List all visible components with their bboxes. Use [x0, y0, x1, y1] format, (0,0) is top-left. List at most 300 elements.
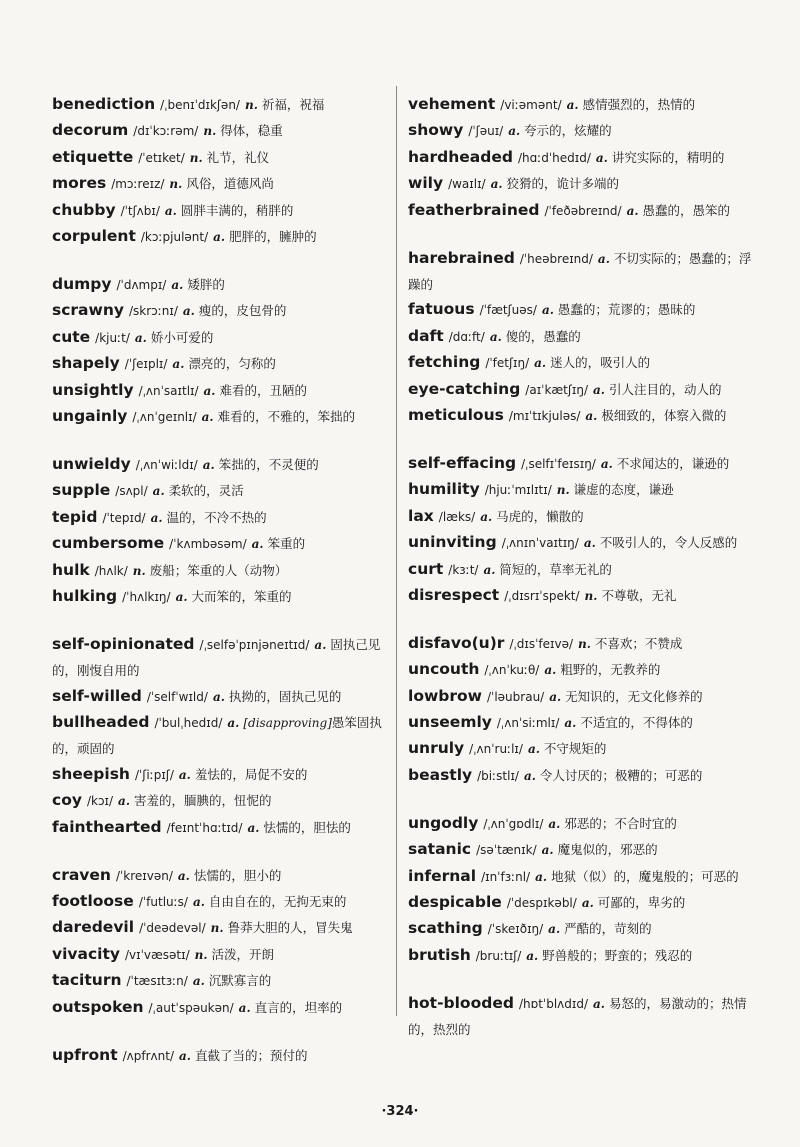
part-of-speech: a. — [201, 409, 214, 424]
part-of-speech: a. — [164, 203, 177, 218]
vocab-entry — [52, 118, 387, 144]
headword: corpulent — [52, 227, 136, 246]
headword: ungainly — [52, 406, 128, 425]
headword: taciturn — [52, 971, 122, 990]
part-of-speech: n. — [210, 921, 224, 936]
headword: harebrained — [408, 248, 515, 267]
headword: fetching — [408, 353, 481, 372]
phonetic: /dɑːft/ — [448, 329, 485, 344]
headword: sheepish — [52, 764, 130, 783]
phonetic: /hjuːˈmɪlɪtɪ/ — [484, 483, 552, 498]
vocab-entry — [408, 198, 753, 224]
vocab-entry — [408, 477, 753, 503]
definition: 羞怯的，局促不安的 — [194, 766, 308, 782]
part-of-speech: a. — [172, 357, 185, 372]
part-of-speech: a. — [489, 329, 502, 344]
phonetic: /ˌbenɪˈdɪkʃən/ — [160, 98, 240, 112]
part-of-speech: a. — [626, 203, 639, 218]
part-of-speech: a. — [134, 330, 147, 345]
part-of-speech: a. — [585, 408, 598, 423]
vocab-entry — [52, 171, 387, 197]
part-of-speech: a. — [600, 456, 613, 471]
headword: self-effacing — [408, 453, 517, 472]
phonetic: /ˈkreɪvən/ — [115, 868, 173, 883]
vocab-entry — [408, 864, 753, 890]
definition: 活泼，开朗 — [211, 946, 275, 962]
part-of-speech: a. — [527, 742, 540, 757]
phonetic: /kɜːt/ — [448, 562, 479, 577]
definition: 马虎的，懒散的 — [496, 508, 584, 524]
vocab-entry — [52, 942, 387, 968]
definition: 简短的，草率无礼的 — [499, 561, 612, 577]
part-of-speech: a. — [227, 716, 240, 731]
headword: upfront — [52, 1045, 118, 1064]
vocab-entry — [52, 92, 387, 118]
headword: hardheaded — [408, 147, 513, 166]
headword: brutish — [408, 945, 471, 964]
headword: benediction — [52, 95, 156, 113]
definition: 固执己见的，刚愎自用的 — [52, 636, 381, 679]
group-gap — [408, 429, 753, 451]
part-of-speech: a. — [544, 663, 557, 678]
headword: unwieldy — [52, 454, 131, 473]
part-of-speech: a. — [597, 251, 610, 266]
part-of-speech: a. — [581, 895, 594, 910]
part-of-speech: a. — [203, 383, 216, 398]
part-of-speech: a. — [508, 124, 521, 139]
phonetic: /ˌʌnˈsiːmlɪ/ — [496, 716, 560, 731]
vocab-entry — [52, 863, 387, 889]
phonetic: /ˈkʌmbəsəm/ — [169, 537, 247, 552]
vocab-entry — [408, 991, 753, 1043]
group-gap — [408, 969, 753, 991]
group-gap — [408, 609, 753, 631]
page-number: ·324· — [381, 1104, 419, 1119]
definition: 大而笨的，笨重的 — [191, 588, 292, 604]
part-of-speech: n. — [132, 563, 146, 578]
headword: lowbrow — [408, 686, 482, 705]
group-gap — [52, 250, 387, 272]
left-column — [52, 92, 387, 1069]
part-of-speech: n. — [244, 98, 258, 112]
vocab-entry — [52, 198, 387, 224]
part-of-speech: n. — [189, 150, 203, 165]
phonetic: /ˈʃeɪplɪ/ — [124, 357, 168, 372]
vocab-entry — [408, 631, 753, 657]
vocab-entry — [408, 710, 753, 736]
definition: 温的，不冷不热的 — [166, 509, 267, 525]
part-of-speech: a. — [564, 716, 577, 731]
definition: 严酷的，苛刻的 — [564, 921, 652, 937]
part-of-speech: a. — [541, 303, 554, 318]
part-of-speech: a. — [192, 974, 205, 989]
vocab-entry — [408, 811, 753, 837]
phonetic: /ˌʌnˈkuːθ/ — [484, 663, 540, 678]
definition: 愚蠢的，愚笨的 — [642, 202, 731, 218]
definition: 极细致的，体察入微的 — [601, 407, 727, 423]
headword: shapely — [52, 354, 120, 373]
phonetic: /səˈtænɪk/ — [476, 843, 537, 858]
group-gap — [52, 1021, 387, 1043]
headword: vivacity — [52, 944, 120, 963]
vocab-entry — [52, 558, 387, 584]
headword: scathing — [408, 919, 483, 938]
vocab-entry — [52, 325, 387, 351]
definition: 愚蠢的；荒谬的；愚昧的 — [557, 302, 696, 318]
definition: 笨拙的，不灵便的 — [218, 456, 319, 472]
headword: hulk — [52, 560, 90, 579]
part-of-speech: a. — [178, 767, 191, 782]
definition: 讲究实际的，精明的 — [611, 149, 725, 165]
headword: hulking — [52, 586, 118, 605]
vocab-entry — [52, 505, 387, 531]
definition: 不切实际的；愚蠢的；浮躁的 — [408, 250, 752, 292]
headword: dumpy — [52, 274, 112, 293]
headword: unsightly — [52, 380, 134, 399]
phonetic: /ˈləubrau/ — [487, 689, 545, 704]
part-of-speech: n. — [203, 124, 217, 139]
vocab-entry — [408, 557, 753, 583]
phonetic: /bruːtɪʃ/ — [475, 948, 522, 963]
definition: 笨重的 — [267, 536, 306, 552]
vocab-entry — [52, 710, 387, 762]
phonetic: /hʌlk/ — [94, 563, 128, 578]
headword: lax — [408, 506, 434, 525]
definition: 直言的，坦率的 — [254, 999, 343, 1015]
vocab-entry — [52, 145, 387, 171]
definition: 难看的，丑陋的 — [219, 382, 307, 398]
part-of-speech: n. — [194, 947, 208, 962]
phonetic: /feɪntˈhɑːtɪd/ — [166, 820, 243, 835]
vocab-entry — [52, 298, 387, 324]
definition: 狡猾的，诡计多端的 — [506, 176, 620, 192]
vocab-entry — [52, 531, 387, 557]
vocab-entry — [408, 171, 753, 197]
part-of-speech: a. — [314, 637, 327, 652]
vocab-entry — [408, 377, 753, 403]
headword: uncouth — [408, 660, 480, 679]
definition: 肥胖的，臃肿的 — [229, 229, 317, 245]
phonetic: /biːstlɪ/ — [477, 768, 519, 783]
definition: 不吸引人的，令人反感的 — [599, 535, 738, 551]
vocab-entry — [408, 403, 753, 429]
phonetic: /viːəmənt/ — [500, 98, 562, 112]
headword: ungodly — [408, 813, 479, 832]
vocab-entry — [408, 451, 753, 477]
definition: 沉默寡言的 — [208, 973, 272, 989]
phonetic: /kjuːt/ — [95, 330, 130, 345]
vocab-entry — [408, 916, 753, 942]
headword: meticulous — [408, 405, 504, 424]
phonetic: /ˈtepɪd/ — [102, 510, 146, 525]
headword: despicable — [408, 892, 502, 911]
vocab-entry — [408, 530, 753, 556]
vocab-entry — [408, 736, 753, 762]
vocab-entry — [52, 224, 387, 250]
phonetic: /ˈfeðəbreɪnd/ — [544, 203, 622, 218]
part-of-speech: a. — [213, 230, 226, 245]
definition: 感情强烈的，热情的 — [582, 97, 696, 112]
part-of-speech: a. — [202, 457, 215, 472]
headword: mores — [52, 174, 107, 193]
vocab-entry — [52, 272, 387, 298]
phonetic: /ˈfætʃuəs/ — [479, 303, 537, 318]
phonetic: /ʌpfrʌnt/ — [122, 1048, 174, 1063]
vocab-entry — [408, 92, 753, 118]
phonetic: /ˈtʃʌbɪ/ — [120, 203, 160, 218]
vocab-entry — [52, 788, 387, 814]
vocab-entry — [408, 246, 753, 298]
definition: 可鄙的，卑劣的 — [597, 894, 686, 910]
vocab-entry — [52, 915, 387, 941]
vocab-entry — [52, 378, 387, 404]
phonetic: /kɔɪ/ — [86, 794, 114, 809]
part-of-speech: a. — [583, 536, 596, 551]
definition: 地狱（似）的，魔鬼般的；可恶的 — [551, 868, 739, 884]
headword: unseemly — [408, 713, 492, 732]
group-gap — [408, 789, 753, 811]
vocab-entry — [52, 815, 387, 841]
part-of-speech: a. — [152, 484, 165, 499]
phonetic: /ˌʌnˈsaɪtlɪ/ — [138, 383, 199, 398]
definition: 难看的，不雅的，笨拙的 — [217, 408, 356, 424]
part-of-speech: a. — [490, 177, 503, 192]
part-of-speech: a. — [247, 820, 260, 835]
group-gap — [52, 841, 387, 863]
phonetic: /kɔːpjulənt/ — [140, 230, 209, 245]
definition: 圆胖丰满的，稍胖的 — [180, 202, 294, 218]
group-gap — [408, 224, 753, 246]
definition: 柔软的，灵活 — [168, 483, 244, 499]
part-of-speech: a. — [593, 382, 605, 397]
headword: outspoken — [52, 997, 144, 1016]
phonetic: /skrɔːnɪ/ — [128, 304, 178, 319]
headword: etiquette — [52, 147, 134, 166]
phonetic: /ˈheəbreɪnd/ — [519, 251, 593, 266]
vocab-entry — [408, 297, 753, 323]
vocab-entry — [52, 968, 387, 994]
headword: self-opinionated — [52, 634, 195, 653]
phonetic: /ˈtæsɪtɜːn/ — [126, 974, 188, 989]
definition: 令人讨厌的；极糟的；可恶的 — [539, 767, 703, 783]
phonetic: /ɪnˈfɜːnl/ — [481, 869, 531, 884]
part-of-speech: n. — [169, 177, 183, 192]
headword: decorum — [52, 121, 129, 140]
vocab-entry — [408, 684, 753, 710]
part-of-speech: a. — [541, 843, 554, 858]
headword: uninviting — [408, 533, 497, 552]
definition: 易怒的，易激动的；热情的，热烈的 — [408, 995, 747, 1038]
headword: scrawny — [52, 301, 124, 320]
part-of-speech: a. — [526, 948, 539, 963]
definition: 直截了当的；预付的 — [194, 1047, 308, 1063]
headword: craven — [52, 865, 111, 884]
headword: disfavo(u)r — [408, 633, 505, 652]
headword: coy — [52, 791, 82, 810]
phonetic: /ˈetɪket/ — [138, 150, 185, 165]
vocab-entry — [52, 632, 387, 684]
group-gap — [52, 430, 387, 452]
vocab-entry — [52, 995, 387, 1021]
part-of-speech: a. — [192, 894, 205, 909]
vocab-entry — [408, 324, 753, 350]
phonetic: /læks/ — [438, 509, 476, 524]
phonetic: /ˈhʌlkɪŋ/ — [122, 589, 171, 604]
part-of-speech: a. — [177, 868, 190, 883]
definition: 祈福，祝福 — [261, 97, 325, 112]
definition: 怯懦的，胆怯的 — [263, 819, 351, 835]
phonetic: /ˌdɪsˈfeɪvə/ — [509, 636, 573, 651]
definition: 害羞的，腼腆的，忸怩的 — [134, 793, 272, 809]
headword: infernal — [408, 866, 477, 885]
phonetic: /ˈselfˈwɪld/ — [146, 689, 208, 704]
vocab-entry — [52, 1043, 387, 1069]
definition: 风俗，道德风尚 — [186, 176, 274, 192]
definition: 鲁莽大胆的人，冒失鬼 — [227, 920, 353, 936]
phonetic: /ˌʌnˈgɒdlɪ/ — [483, 816, 544, 831]
phonetic: /hɑːdˈhedɪd/ — [517, 150, 591, 165]
definition: 不喜欢；不赞成 — [594, 635, 683, 651]
definition: 无知识的，无文化修养的 — [565, 688, 703, 704]
headword: eye-catching — [408, 379, 521, 398]
phonetic: /aɪˈkætʃɪŋ/ — [525, 382, 589, 397]
vocab-entry — [408, 837, 753, 863]
part-of-speech: a. — [212, 689, 225, 704]
part-of-speech: a. — [593, 996, 605, 1011]
phonetic: /ˌʌnɪnˈvaɪtɪŋ/ — [501, 536, 579, 551]
part-of-speech: a. — [548, 922, 561, 937]
part-of-speech: a. — [251, 537, 264, 552]
part-of-speech: a. — [483, 562, 496, 577]
part-of-speech: n. — [584, 588, 598, 603]
definition: 愚笨固执的，顽固的 — [52, 715, 382, 757]
phonetic: /ˌselfəˈpɪnjəneɪtɪd/ — [199, 637, 310, 652]
vocab-entry — [52, 478, 387, 504]
phonetic: /dɪˈkɔːrəm/ — [133, 124, 199, 139]
vocab-entry — [408, 890, 753, 916]
part-of-speech: a. — [523, 768, 536, 783]
definition: 瘦的，皮包骨的 — [198, 303, 287, 319]
headword: hot-blooded — [408, 993, 514, 1012]
part-of-speech: a. — [238, 1000, 251, 1015]
phonetic: /ˈʃəuɪ/ — [468, 124, 504, 139]
definition: 礼节，礼仪 — [206, 149, 270, 165]
phonetic: /waɪlɪ/ — [448, 177, 486, 192]
headword: self-willed — [52, 686, 142, 705]
part-of-speech: a. — [566, 98, 579, 112]
part-of-speech: a. — [171, 277, 184, 292]
vocab-entry — [408, 763, 753, 789]
phonetic: /ˈfutluːs/ — [138, 894, 188, 909]
headword: disrespect — [408, 585, 500, 604]
definition: 粗野的，无教养的 — [560, 662, 661, 678]
phonetic: /ˌselfɪˈfeɪsɪŋ/ — [521, 456, 596, 471]
vocab-entry — [408, 583, 753, 609]
headword: beastly — [408, 765, 473, 784]
part-of-speech: a. — [595, 150, 608, 165]
vocab-entry — [52, 684, 387, 710]
headword: daft — [408, 326, 444, 345]
vocab-entry — [52, 762, 387, 788]
definition: 废船；笨重的人（动物） — [149, 562, 288, 578]
definition: 不求闻达的，谦逊的 — [616, 455, 730, 471]
headword: bullheaded — [52, 713, 150, 732]
phonetic: /ˌʌnˈwiːldɪ/ — [135, 457, 198, 472]
group-gap — [52, 610, 387, 632]
phonetic: /hɒtˈblʌdɪd/ — [518, 996, 588, 1011]
definition: 娇小可爱的 — [150, 329, 214, 345]
part-of-speech: a. — [535, 869, 548, 884]
vocab-entry — [408, 118, 753, 144]
vocab-entry — [408, 350, 753, 376]
headword: wily — [408, 174, 444, 193]
definition: 迷人的，吸引人的 — [550, 355, 651, 371]
definition: 自由自在的，无拘无束的 — [208, 893, 347, 909]
vocab-entry — [408, 657, 753, 683]
definition: 矮胖的 — [187, 276, 225, 292]
usage-label: [disapproving] — [243, 716, 332, 731]
part-of-speech: a. — [175, 589, 188, 604]
right-column — [408, 92, 753, 1043]
phonetic: /ˈdespɪkəbl/ — [506, 895, 577, 910]
headword: humility — [408, 480, 480, 499]
phonetic: /ˌdɪsrɪˈspekt/ — [504, 588, 580, 603]
part-of-speech: a. — [534, 356, 547, 371]
part-of-speech: a. — [182, 304, 195, 319]
definition: 得体，稳重 — [220, 123, 283, 139]
phonetic: /ˌʌnˈruːlɪ/ — [469, 742, 523, 757]
phonetic: /vɪˈvæsətɪ/ — [125, 947, 190, 962]
part-of-speech: a. — [549, 689, 562, 704]
definition: 谦虚的态度，谦逊 — [573, 482, 674, 498]
definition: 引人注目的，动人的 — [608, 381, 722, 397]
phonetic: /ˈbulˌhedɪd/ — [154, 716, 223, 731]
phonetic: /ˈfetʃɪŋ/ — [485, 356, 530, 371]
definition: 夸示的，炫耀的 — [524, 123, 612, 139]
phonetic: /ˌʌnˈgeɪnlɪ/ — [132, 409, 197, 424]
headword: tepid — [52, 507, 98, 526]
headword: unruly — [408, 739, 465, 758]
definition: 傻的，愚蠢的 — [505, 328, 581, 344]
vocab-entry — [52, 452, 387, 478]
phonetic: /mɔːreɪz/ — [111, 177, 165, 192]
part-of-speech: a. — [548, 816, 561, 831]
definition: 不守规矩的 — [543, 741, 607, 757]
part-of-speech: n. — [578, 636, 591, 651]
headword: vehement — [408, 95, 496, 113]
definition: 怯懦的，胆小的 — [193, 867, 282, 883]
definition: 执拗的，固执己见的 — [228, 688, 342, 704]
definition: 魔鬼似的，邪恶的 — [557, 842, 658, 858]
definition: 邪恶的；不合时宜的 — [564, 815, 677, 831]
headword: chubby — [52, 200, 116, 219]
definition: 野兽般的；野蛮的；残忍的 — [542, 947, 693, 963]
column-divider — [396, 86, 397, 1016]
part-of-speech: n. — [556, 483, 570, 498]
definition: 不适宜的，不得体的 — [580, 715, 693, 731]
vocab-entry — [52, 404, 387, 430]
headword: featherbrained — [408, 200, 540, 219]
phonetic: /ˈʃiːpɪʃ/ — [134, 767, 174, 782]
vocab-entry — [52, 584, 387, 610]
part-of-speech: a. — [179, 1048, 191, 1063]
phonetic: /mɪˈtɪkjuləs/ — [508, 408, 581, 423]
part-of-speech: a. — [480, 509, 493, 524]
vocab-entry — [52, 351, 387, 377]
phonetic: /sʌpl/ — [115, 484, 148, 499]
part-of-speech: a. — [118, 794, 130, 809]
headword: showy — [408, 121, 464, 140]
